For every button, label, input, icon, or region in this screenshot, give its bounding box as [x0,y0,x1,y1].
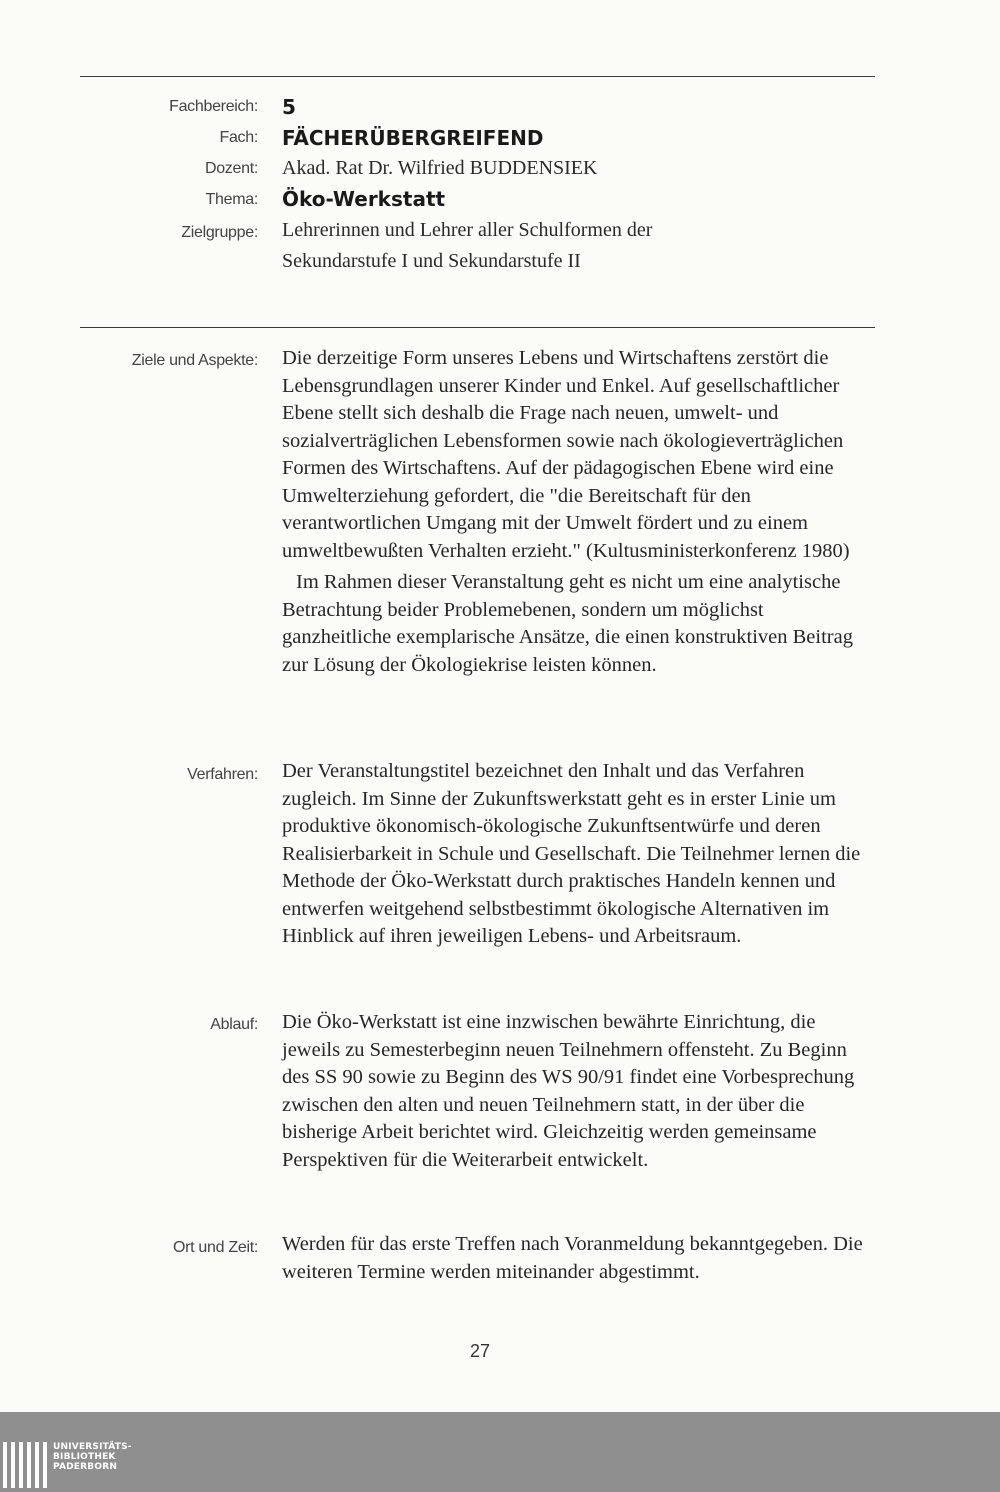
library-logo-icon [3,1442,47,1488]
ablauf-text: Die Öko-Werkstatt ist eine inzwischen bewährte Einrichtung, die jeweils zu Semesterbeginn neuen Teilnehmern offensteht. Zu Beginn des SS 90 sowie zu Beginn des WS 90/91 findet eine Vorbesprechung zwischen den alten und neuen Teilnehmern statt, in der über die bisherige Arbeit berichtet wird. Gleichzeitig werden gemeinsame Perspektiven für die Weiterarbeit entwickelt. [282,1011,855,1171]
verfahren-label: Verfahren: [187,766,258,783]
ziele-paragraph-2: Im Rahmen dieser Veranstaltung geht es nicht um eine analytische Betrachtung beider Problemebenen, sondern um möglichst ganzheitliche exemplarische Ansätze, die einen konstruktiven Beitrag zur Lösung der Ökologiekrise leisten können. [282,571,853,676]
dozent-value: Akad. Rat Dr. Wilfried BUDDENSIEK [282,157,598,179]
ziele-paragraph-1: Die derzeitige Form unseres Lebens und Wirtschaftens zerstört die Lebensgrundlagen unserer Kinder und Enkel. Auf gesellschaftlicher Ebene stellt sich deshalb die Frage nach neuen, umwelt- und sozialverträglichen Lebensformen sowie nach ökologieverträglichen Formen des Wirtschaftens. Auf der pädagogischen Ebene wird eine Umwelterziehung gefordert, die "die Bereitschaft für den verantwortlichen Umgang mit der Umwelt fördert und zu einem umweltbewußten Verhalten erzieht." (Kultusministerkonferenz 1980) [282,347,850,562]
ziele-text [282,345,872,679]
library-footer [0,1412,1000,1492]
thema-value: Öko-Werkstatt [282,187,446,211]
ablauf-label: Ablauf: [210,1016,258,1033]
logo-line-1: UNIVERSITÄTS- [53,1442,132,1452]
section-rule [80,327,875,328]
ziele-label: Ziele und Aspekte: [131,352,258,369]
logo-line-3: PADERBORN [53,1462,118,1472]
top-rule [80,76,875,77]
verfahren-text: Der Veranstaltungstitel bezeichnet den Inhalt und das Verfahren zugleich. Im Sinne der Zukunftswerkstatt geht es in erster Linie um produktive ökonomisch-ökologische Zukunftsentwürfe und deren Realisierbarkeit in Schule und Gesellschaft. Die Teilnehmer lernen die Methode der Öko-Werkstatt durch praktisches Handeln kennen und entwerfen weitgehend selbstbestimmt ökologische Alternativen im Hinblick auf ihren jeweiligen Lebens- und Arbeitsraum. [282,760,861,947]
ort-text: Werden für das erste Treffen nach Voranmeldung bekanntgegeben. Die weiteren Termine werden miteinander abgestimmt. [282,1233,863,1283]
zielgruppe-line-2: Sekundarstufe I und Sekundarstufe II [282,250,581,272]
page-number: 27 [469,1341,491,1361]
zielgruppe-label: Zielgruppe: [181,224,258,241]
library-logo-text [53,1442,132,1472]
thema-label: Thema: [205,191,258,208]
fach-label: Fach: [219,129,258,146]
fachbereich-value: 5 [282,95,296,119]
ort-label: Ort und Zeit: [172,1239,258,1256]
fachbereich-label: Fachbereich: [169,98,258,115]
logo-line-2: BIBLIOTHEK [53,1452,116,1462]
zielgruppe-line-1: Lehrerinnen und Lehrer aller Schulformen der [282,219,653,241]
fach-value: FÄCHERÜBERGREIFEND [282,126,544,150]
dozent-label: Dozent: [204,160,258,177]
